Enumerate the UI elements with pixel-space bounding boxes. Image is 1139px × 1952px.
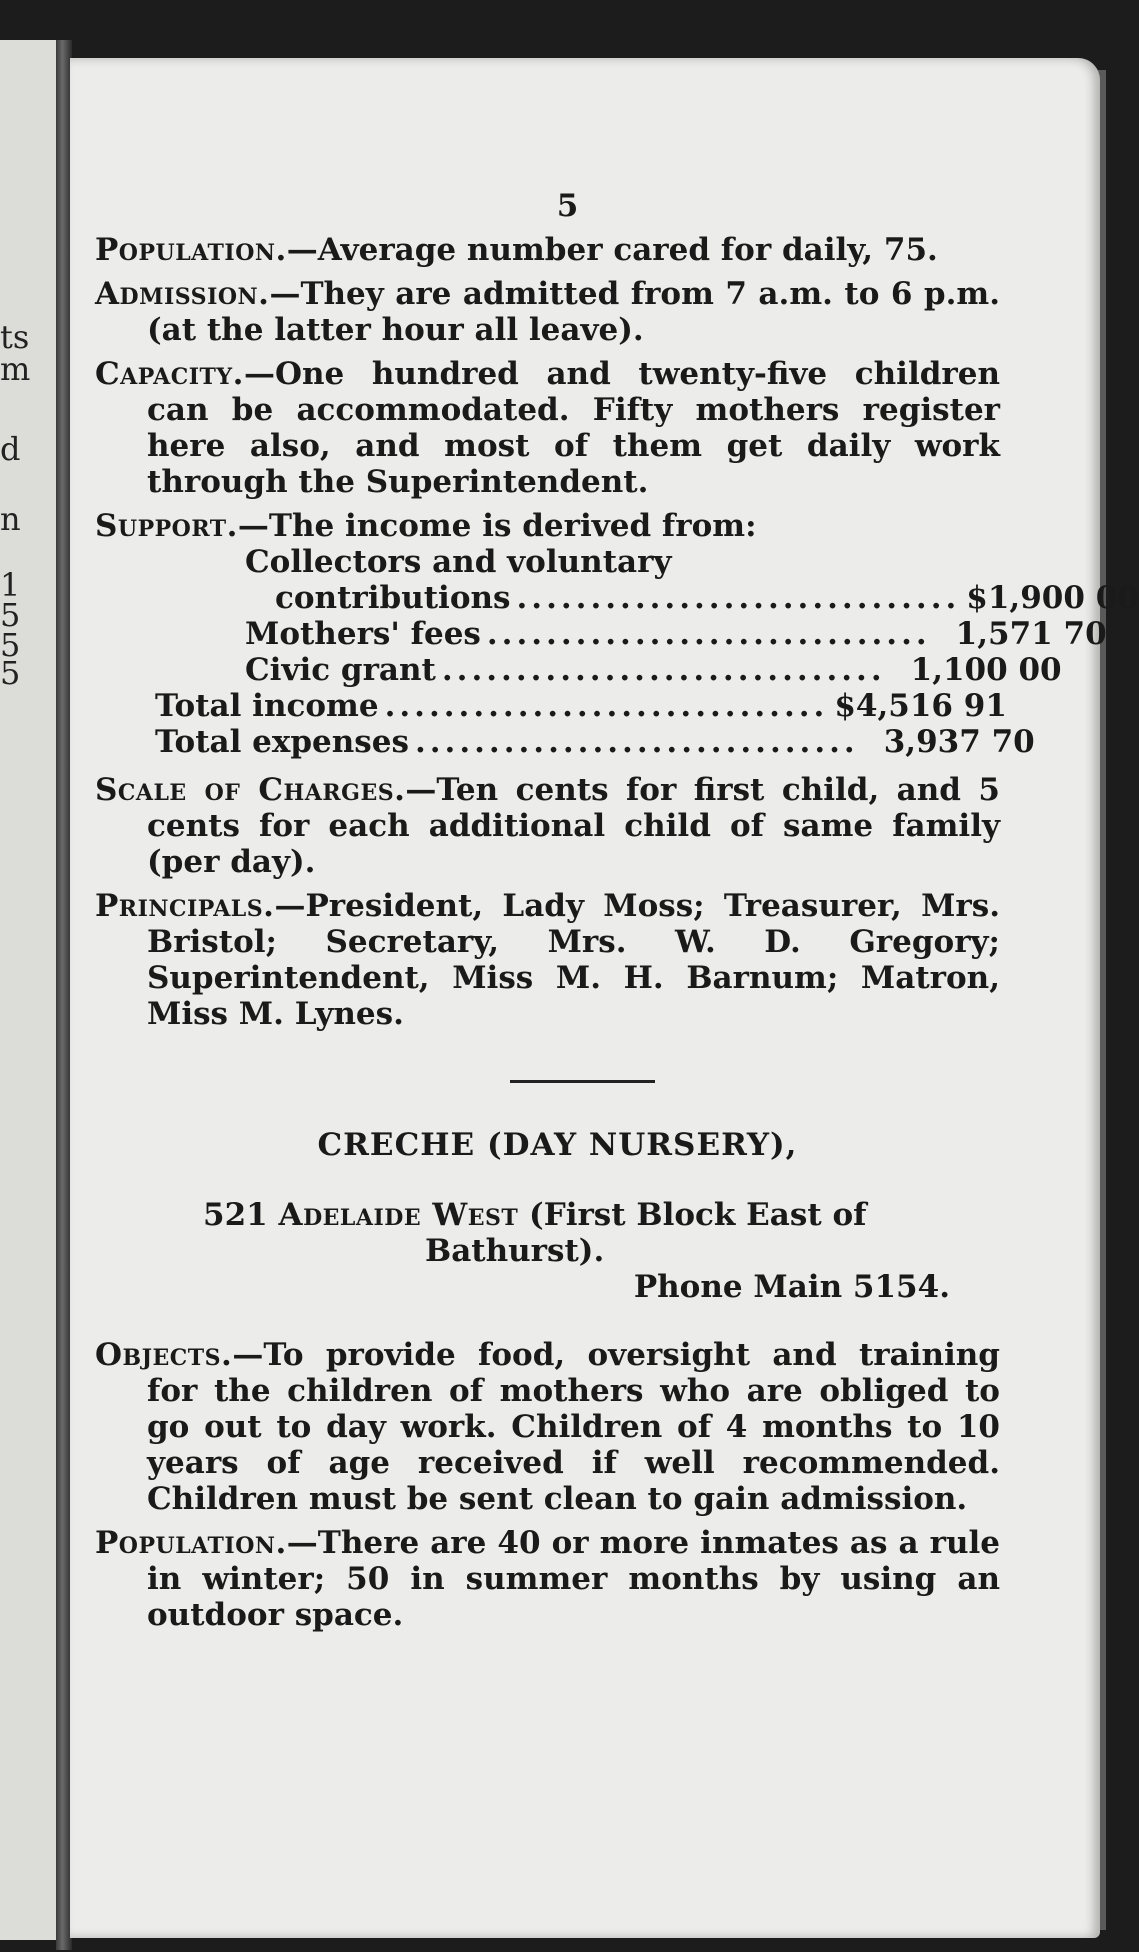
entry-label: Population.: [95, 1525, 287, 1561]
leader-dots: ..............................: [516, 580, 961, 616]
admission-entry: [95, 276, 1000, 348]
entry-text: —They are admitted from 7 a.m. to 6 p.m. (at the latter hour all leave).: [147, 276, 1000, 348]
income-amount: 1,571 70: [955, 616, 1107, 652]
total-row: [155, 688, 1007, 724]
entry-text: —Average number cared for daily, 75.: [286, 232, 938, 268]
entry-text: —There are 40 or more inmates as a rule in winter; 50 in summer months by using an outdoor space.: [147, 1525, 1000, 1633]
address-rest: (First Block East of: [518, 1197, 867, 1233]
total-row: [155, 724, 1035, 760]
income-row-header: Collectors and voluntary: [245, 544, 672, 580]
margin-fragment: n: [0, 500, 21, 538]
total-amount: $4,516 91: [834, 688, 1007, 724]
entry-label: Objects.: [95, 1337, 233, 1373]
margin-fragment: d: [0, 430, 21, 468]
income-amount: $1,900 00: [966, 580, 1139, 616]
leader-dots: ..............................: [384, 688, 829, 724]
entry-text: —One hundred and twenty-five children can be accommodated. Fifty mothers register here also, and most of them get daily work through the Superintendent.: [147, 356, 1000, 500]
entry-text: —President, Lady Moss; Treasurer, Mrs. Bristol; Secretary, Mrs. W. D. Gregory; Superintendent, Miss M. H. Barnum; Matron, Miss M. Lynes.: [147, 888, 1000, 1032]
leader-dots: ..............................: [486, 616, 931, 652]
book-page: [70, 58, 1139, 1938]
population-entry-2: [95, 1525, 1000, 1633]
margin-fragment: m: [0, 350, 31, 388]
population-entry: [95, 232, 1000, 268]
income-row: [245, 580, 1139, 616]
leader-dots: ..............................: [441, 652, 886, 688]
address-line: [203, 1197, 1000, 1233]
entry-label: Capacity.: [95, 356, 244, 392]
principals-entry: [95, 888, 1000, 1032]
income-label: Mothers' fees: [245, 616, 481, 652]
entry-text: —Ten cents for first child, and 5 cents for each additional child of same family (per day).: [147, 772, 1000, 880]
margin-fragment: 5: [0, 596, 21, 634]
phone-number: Phone Main 5154.: [633, 1269, 950, 1305]
margin-fragment: 5: [0, 654, 21, 692]
entry-label: Population.: [95, 232, 287, 268]
income-row: [245, 616, 1107, 652]
section-divider: [510, 1080, 655, 1083]
margin-fragment: ts: [0, 318, 30, 356]
income-label: contributions: [275, 580, 511, 616]
scale-of-charges-entry: [95, 772, 1000, 880]
total-label: Total income: [155, 688, 379, 724]
entry-label: Support.: [95, 508, 238, 544]
income-label: Civic grant: [245, 652, 436, 688]
totals-table: [155, 688, 1035, 760]
margin-fragment: 5: [0, 626, 21, 664]
margin-fragment: 1: [0, 566, 21, 604]
entry-label: Principals.: [95, 888, 275, 924]
entry-text: —To provide food, oversight and training for the children of mothers who are obliged to go out to day work. Children of 4 months to 10 years of age received if well recommended. Children must be sent clean to gain admission.: [147, 1337, 1000, 1517]
section-heading: CRECHE (DAY NURSERY),: [317, 1127, 798, 1163]
capacity-entry: [95, 356, 1000, 500]
total-label: Total expenses: [155, 724, 409, 760]
address-street: Adelaide West: [278, 1197, 519, 1233]
page-content: [95, 188, 1139, 1641]
support-entry: [95, 508, 1139, 760]
address-number: 521: [203, 1197, 268, 1233]
page-number: 5: [556, 188, 579, 224]
income-table: [245, 544, 1139, 688]
leader-dots: ..............................: [414, 724, 859, 760]
entry-label: Admission.: [95, 276, 270, 312]
address-line-2: Bathurst).: [425, 1233, 605, 1269]
objects-entry: [95, 1337, 1000, 1517]
total-amount: 3,937 70: [883, 724, 1035, 760]
previous-page-edge: [0, 40, 62, 1940]
income-row: [245, 652, 1062, 688]
entry-text: —The income is derived from:: [237, 508, 757, 544]
entry-label: Scale of Charges.: [95, 772, 406, 808]
income-amount: 1,100 00: [910, 652, 1062, 688]
